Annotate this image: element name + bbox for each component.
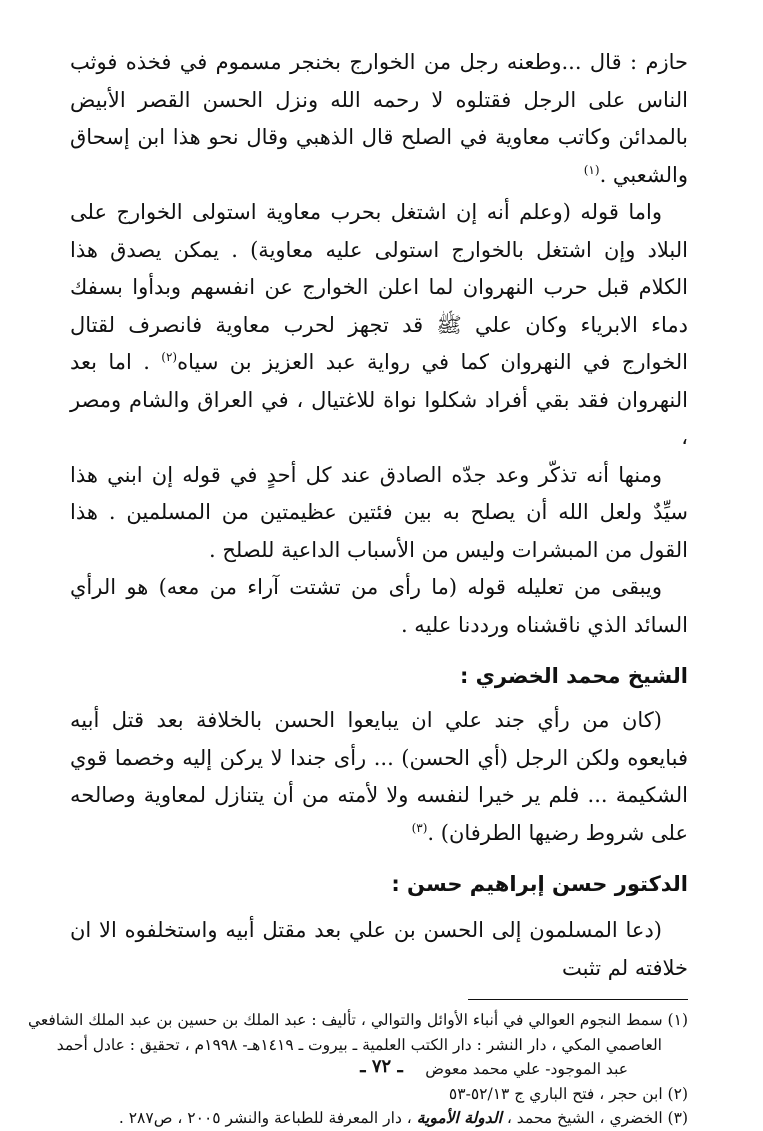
footnote-3-author: (٣) الخضري ، الشيخ محمد ، [501, 1109, 688, 1127]
footnote-3-book-title: الدولة الأموية [416, 1108, 502, 1127]
paragraph-hasan-ibrahim-quote: (دعا المسلمون إلى الحسن بن علي بعد مقتل أبيه واستخلفوه الا ان خلافته لم تثبت [70, 918, 688, 980]
paragraph-text: (كان من رأي جند علي ان يبايعوا الحسن بالخلافة بعد قتل أبيه فبايعوه ولكن الرجل (أي الحسن) ... رأى جندا لا يركن إليه وخصما قوي الشكيمة ... فلم ير خيرا لنفسه ولا لأمته من أن يتنازل لمعاوية وصالحه على شروط رضيها الطرفان) . [70, 708, 688, 845]
footnote-1-line-3: عبد الموجود- علي محمد معوض [425, 1060, 628, 1078]
section-heading-khudari: الشيخ محمد الخضري : [459, 664, 688, 688]
page-number: ـ ٧٢ ـ [360, 1056, 403, 1077]
footnote-ref-3[interactable]: (٣) [411, 820, 428, 835]
paragraph-dispersed-opinions: ويبقى من تعليله قوله (ما رأى من تشتت آراء من معه) هو الرأي السائد الذي ناقشناه ورددنا عليه . [70, 575, 688, 637]
paragraph-khudari-quote [70, 702, 688, 852]
footnote-ref-1[interactable]: (١) [583, 162, 600, 177]
paragraph-grandfather-promise: ومنها أنه تذكّر وعد جدّه الصادق عند كل أحدٍ في قوله إن ابني هذا سيِّدٌ ولعل الله أن يصلح به بين فئتين عظيمتين من المسلمين . هذا القول من المبشرات وليس من الأسباب الداعية للصلح . [70, 462, 688, 562]
footnote-3 [70, 1106, 688, 1131]
section-heading-hasan-ibrahim: الدكتور حسن إبراهيم حسن : [391, 872, 688, 896]
footnote-divider [468, 999, 688, 1000]
footnote-3-publisher: ، دار المعرفة للطباعة والنشر ٢٠٠٥ ، ص٢٨٧ . [118, 1109, 417, 1127]
footnote-1-line-1: (١) سمط النجوم العوالي في أنباء الأوائل والتوالي ، تأليف : عبد الملك بن حسين بن عبد الملك الشافعي [27, 1011, 688, 1029]
footnote-ref-2[interactable]: (٢) [161, 350, 178, 364]
footnote-2: (٢) ابن حجر ، فتح الباري ج ٥٢/١٣-٥٣ [448, 1084, 688, 1103]
paragraph-hazim-quote [70, 44, 688, 194]
paragraph-text-end: . اما بعد النهروان فقد بقي أفراد شكلوا نواة للاغتيال ، في العراق والشام ومصر ، [70, 350, 688, 449]
paragraph-text: واما قوله (وعلم أنه إن اشتغل بحرب معاوية استولى الخوارج على البلاد وإن اشتغل بالخوارج استولى عليه معاوية) . يمكن يصدق هذا الكلام قبل حرب النهروان لما اعلن الخوارج عن انفسهم وبدأوا بسفك دماء الابرياء وكان علي ﷺ قد تجهز لحرب معاوية فانصرف لقتال الخوارج في النهروان كما في رواية عبد العزيز بن سياه [70, 200, 688, 374]
paragraph-khawarij [70, 194, 688, 457]
footnote-1-line-2: العاصمي المكي ، دار النشر : دار الكتب العلمية ـ بيروت ـ ١٤١٩هـ- ١٩٩٨م ، تحقيق : عادل أحمد [56, 1035, 662, 1054]
paragraph-text: حازم : قال ...وطعنه رجل من الخوارج بخنجر مسموم في فخذه فوثب الناس على الرجل فقتلوه لا رحمه الله ونزل الحسن القصر الأبيض بالمدائن وكاتب معاوية في الصلح قال الذهبي وقال نحو هذا ابن إسحاق والشعبي . [70, 50, 688, 187]
